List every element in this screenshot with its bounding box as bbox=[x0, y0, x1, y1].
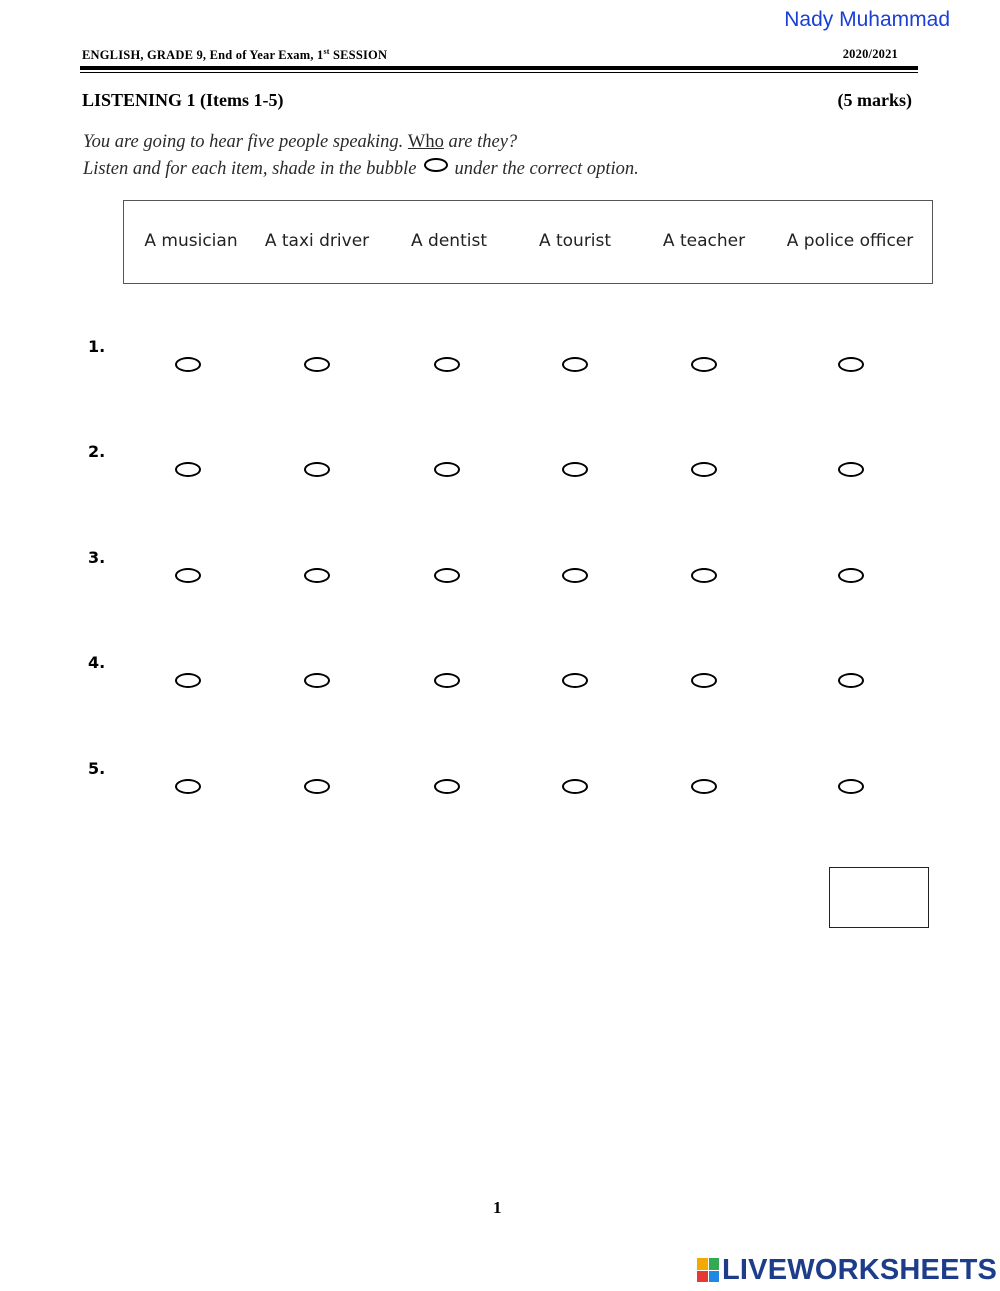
liveworksheets-logo-text: LIVEWORKSHEETS bbox=[722, 1253, 998, 1286]
liveworksheets-logo bbox=[697, 1255, 997, 1285]
item-number: 4. bbox=[88, 653, 106, 672]
option-label: A teacher bbox=[662, 231, 746, 251]
logo-square bbox=[709, 1271, 720, 1283]
logo-square bbox=[709, 1258, 720, 1270]
answer-bubble-item-3-option-6[interactable] bbox=[838, 568, 864, 583]
exam-header-title: ENGLISH, GRADE 9, End of Year Exam, 1st SESSION bbox=[82, 47, 388, 63]
option-label: A musician bbox=[144, 231, 238, 251]
answer-bubble-item-4-option-2[interactable] bbox=[304, 673, 330, 688]
answer-bubble-item-3-option-3[interactable] bbox=[434, 568, 460, 583]
item-number: 2. bbox=[88, 442, 106, 461]
option-label: A dentist bbox=[411, 231, 487, 251]
answer-bubble-item-4-option-6[interactable] bbox=[838, 673, 864, 688]
answer-bubble-item-4-option-5[interactable] bbox=[691, 673, 717, 688]
answer-bubble-item-1-option-6[interactable] bbox=[838, 357, 864, 372]
answer-bubble-item-5-option-4[interactable] bbox=[562, 779, 588, 794]
option-label: A police officer bbox=[786, 231, 914, 251]
answer-bubble-item-4-option-4[interactable] bbox=[562, 673, 588, 688]
section-title: LISTENING 1 (Items 1-5) bbox=[82, 90, 284, 110]
answer-bubble-item-2-option-4[interactable] bbox=[562, 462, 588, 477]
page-number: 1 bbox=[493, 1198, 502, 1217]
author-name: Nady Muhammad bbox=[784, 8, 950, 31]
logo-square bbox=[697, 1271, 708, 1283]
answer-bubble-item-5-option-3[interactable] bbox=[434, 779, 460, 794]
liveworksheets-logo-icon bbox=[697, 1258, 719, 1282]
instruction-line-1: You are going to hear five people speaking. Who are they? bbox=[83, 132, 518, 152]
answer-bubble-item-2-option-3[interactable] bbox=[434, 462, 460, 477]
answer-bubble-item-3-option-2[interactable] bbox=[304, 568, 330, 583]
answer-bubble-item-3-option-5[interactable] bbox=[691, 568, 717, 583]
logo-square bbox=[697, 1258, 708, 1270]
instruction-line-2: Listen and for each item, shade in the bubble under the correct option. bbox=[83, 159, 639, 179]
item-number: 1. bbox=[88, 337, 106, 356]
score-box[interactable] bbox=[829, 867, 929, 928]
answer-bubble-item-1-option-4[interactable] bbox=[562, 357, 588, 372]
answer-bubble-item-2-option-2[interactable] bbox=[304, 462, 330, 477]
answer-bubble-item-5-option-1[interactable] bbox=[175, 779, 201, 794]
exam-year: 2020/2021 bbox=[842, 47, 898, 61]
answer-bubble-item-1-option-2[interactable] bbox=[304, 357, 330, 372]
answer-bubble-item-4-option-1[interactable] bbox=[175, 673, 201, 688]
answer-bubble-item-2-option-5[interactable] bbox=[691, 462, 717, 477]
header-rule bbox=[80, 66, 918, 70]
answer-bubble-item-1-option-1[interactable] bbox=[175, 357, 201, 372]
answer-bubble-item-3-option-1[interactable] bbox=[175, 568, 201, 583]
answer-bubble-item-5-option-2[interactable] bbox=[304, 779, 330, 794]
answer-bubble-item-5-option-6[interactable] bbox=[838, 779, 864, 794]
answer-bubble-item-4-option-3[interactable] bbox=[434, 673, 460, 688]
answer-bubble-item-3-option-4[interactable] bbox=[562, 568, 588, 583]
answer-bubble-item-1-option-5[interactable] bbox=[691, 357, 717, 372]
item-number: 5. bbox=[88, 759, 106, 778]
item-number: 3. bbox=[88, 548, 106, 567]
answer-bubble-item-2-option-6[interactable] bbox=[838, 462, 864, 477]
header-rule-thin bbox=[80, 72, 918, 73]
bubble-example-icon bbox=[424, 158, 448, 172]
option-label: A taxi driver bbox=[264, 231, 370, 251]
answer-bubble-item-1-option-3[interactable] bbox=[434, 357, 460, 372]
answer-bubble-item-2-option-1[interactable] bbox=[175, 462, 201, 477]
option-label: A tourist bbox=[538, 231, 612, 251]
section-marks: (5 marks) bbox=[837, 90, 912, 110]
answer-bubble-item-5-option-5[interactable] bbox=[691, 779, 717, 794]
